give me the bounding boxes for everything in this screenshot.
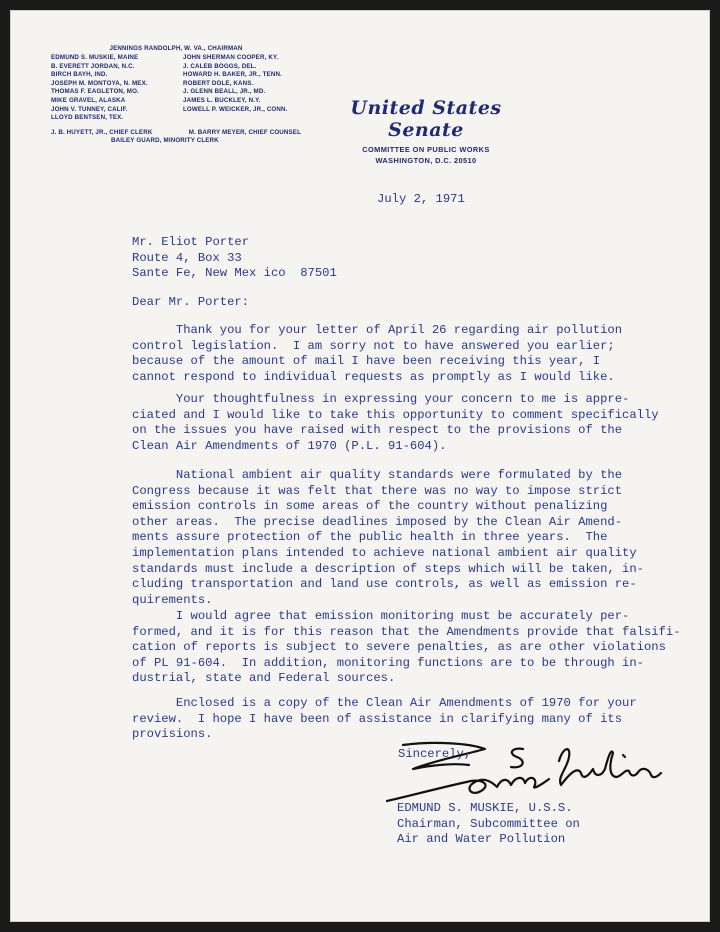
signer-name: EDMUND S. MUSKIE, U.S.S. bbox=[397, 801, 573, 815]
paragraph-line: provisions. bbox=[132, 727, 213, 742]
committee-name: COMMITTEE ON PUBLIC WORKS bbox=[362, 145, 490, 154]
roster-member: JOHN V. TUNNEY, CALIF. bbox=[51, 105, 128, 113]
roster-member: BIRCH BAYH, IND. bbox=[51, 71, 108, 79]
roster-member: HOWARD H. BAKER, JR., TENN. bbox=[183, 71, 282, 79]
paragraph-line: other areas. The precise deadlines imposed by the Clean Air Amend- bbox=[132, 514, 623, 529]
roster-right-column bbox=[179, 54, 301, 123]
paragraph-line: cluding transportation and land use controls, as well as emission re- bbox=[132, 577, 637, 592]
roster-member: ROBERT DOLE, KANS. bbox=[183, 79, 254, 87]
paragraph-line: because of the amount of mail I have been receiving this year, I bbox=[132, 354, 601, 369]
paragraph-line: of PL 91-604. In addition, monitoring functions are to be through in- bbox=[132, 655, 644, 670]
paragraph-line: review. I hope I have been of assistance in clarifying many of its bbox=[132, 711, 623, 726]
paragraph-1 bbox=[132, 323, 622, 385]
roster-member: J. GLENN BEALL, JR., MD. bbox=[183, 88, 266, 96]
paragraph-4 bbox=[132, 609, 681, 687]
recipient-address bbox=[132, 235, 337, 282]
paragraph-5 bbox=[132, 696, 637, 743]
paragraph-line: Thank you for your letter of April 26 regarding air pollution bbox=[132, 323, 623, 337]
paragraph-line: Congress because it was felt that there was no way to impose strict bbox=[132, 483, 623, 498]
roster-left-column bbox=[51, 54, 169, 123]
staff-chief-clerk: J. B. HUYETT, JR., CHIEF CLERK bbox=[51, 128, 153, 136]
paragraph-line: standards must include a description of steps which will be taken, in- bbox=[132, 561, 644, 576]
roster-member: MIKE GRAVEL, ALASKA bbox=[51, 96, 126, 104]
paragraph-line: ciated and I would like to take this opportunity to comment specifically bbox=[132, 407, 659, 422]
paragraph-line: cannot respond to individual requests as promptly as I would like. bbox=[132, 369, 615, 384]
paragraph-line: implementation plans intended to achieve national ambient air quality bbox=[132, 545, 637, 560]
roster-member: LOWELL P. WEICKER, JR., CONN. bbox=[183, 105, 288, 113]
roster-chairman: JENNINGS RANDOLPH, W. VA., CHAIRMAN bbox=[109, 45, 243, 52]
paragraph-line: ments assure protection of the public health in three years. The bbox=[132, 530, 608, 545]
roster-member: JOHN SHERMAN COOPER, KY. bbox=[183, 54, 279, 61]
letter-page bbox=[10, 10, 710, 922]
roster-member: B. EVERETT JORDAN, N.C. bbox=[51, 62, 135, 70]
paragraph-line: cation of reports is subject to severe penalties, as are other violations bbox=[132, 640, 666, 655]
letter-date: July 2, 1971 bbox=[377, 192, 465, 206]
roster-member: JAMES L. BUCKLEY, N.Y. bbox=[183, 96, 261, 104]
signer-title: Chairman, Subcommittee on bbox=[397, 816, 580, 831]
roster-staff bbox=[51, 129, 301, 138]
paragraph-line: National ambient air quality standards were formulated by the bbox=[132, 468, 623, 482]
paragraph-line: quirements. bbox=[132, 592, 213, 607]
paragraph-line: dustrial, state and Federal sources. bbox=[132, 671, 396, 686]
roster-member: JOSEPH M. MONTOYA, N. MEX. bbox=[51, 79, 148, 87]
paragraph-line: I would agree that emission monitoring must be accurately per- bbox=[132, 609, 630, 623]
senate-title: United States Senate bbox=[350, 97, 502, 141]
paragraph-line: formed, and it is for this reason that the Amendments provide that falsifi- bbox=[132, 624, 681, 639]
address-line: Mr. Eliot Porter bbox=[132, 235, 250, 249]
committee-city: WASHINGTON, D.C. 20510 bbox=[375, 156, 477, 165]
staff-minority-clerk: BAILEY GUARD, MINORITY CLERK bbox=[111, 137, 219, 145]
staff-chief-counsel: M. BARRY MEYER, CHIEF COUNSEL bbox=[188, 128, 301, 136]
roster-member: THOMAS F. EAGLETON, MO. bbox=[51, 88, 139, 96]
paragraph-3 bbox=[132, 468, 644, 608]
roster-columns bbox=[51, 54, 301, 123]
address-line: Route 4, Box 33 bbox=[132, 250, 242, 265]
paragraph-line: Your thoughtfulness in expressing your concern to me is appre- bbox=[132, 392, 630, 406]
closing: Sincerely, bbox=[398, 747, 472, 761]
roster-member: J. CALEB BOGGS, DEL. bbox=[183, 62, 257, 70]
committee-roster bbox=[51, 45, 301, 144]
signer-subcommittee: Air and Water Pollution bbox=[397, 832, 566, 847]
paragraph-line: Enclosed is a copy of the Clean Air Amendments of 1970 for your bbox=[132, 696, 637, 710]
paragraph-line: control legislation. I am sorry not to have answered you earlier; bbox=[132, 338, 615, 353]
salutation: Dear Mr. Porter: bbox=[132, 295, 250, 309]
signature-block bbox=[397, 801, 580, 848]
address-line: Sante Fe, New Mex ico 87501 bbox=[132, 266, 337, 281]
paragraph-line: on the issues you have raised with respect to the provisions of the bbox=[132, 423, 623, 438]
paragraph-2 bbox=[132, 392, 659, 454]
senate-letterhead bbox=[311, 97, 541, 165]
paragraph-line: Clean Air Amendments of 1970 (P.L. 91-604). bbox=[132, 438, 447, 453]
roster-member: LLOYD BENTSEN, TEX. bbox=[51, 114, 124, 122]
roster-member: EDMUND S. MUSKIE, MAINE bbox=[51, 54, 139, 61]
paragraph-line: emission controls in some areas of the country without penalizing bbox=[132, 499, 608, 514]
